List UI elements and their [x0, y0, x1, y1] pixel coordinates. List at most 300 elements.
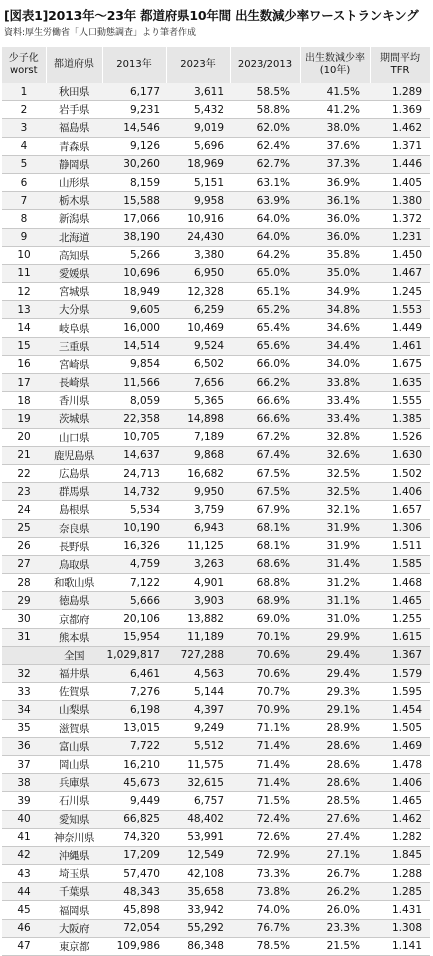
rank-cell: 6 — [2, 173, 46, 191]
births-2013-cell: 17,066 — [102, 210, 166, 228]
ratio-cell: 58.5% — [230, 83, 300, 101]
tfr-cell: 1.595 — [370, 683, 430, 701]
decline-rate-cell: 32.1% — [300, 501, 370, 519]
births-2023-cell: 5,696 — [166, 137, 230, 155]
births-2023-cell: 9,019 — [166, 119, 230, 137]
prefecture-cell: 秋田県 — [46, 83, 102, 101]
tfr-cell: 1.657 — [370, 501, 430, 519]
table-row — [2, 937, 430, 955]
prefecture-cell: 山口県 — [46, 428, 102, 446]
prefecture-cell: 香川県 — [46, 392, 102, 410]
decline-rate-cell: 27.1% — [300, 846, 370, 864]
births-2013-cell: 72,054 — [102, 919, 166, 937]
births-2023-cell: 14,898 — [166, 410, 230, 428]
births-2023-cell: 9,958 — [166, 192, 230, 210]
tfr-cell: 1.555 — [370, 392, 430, 410]
births-2023-cell: 4,397 — [166, 701, 230, 719]
rank-cell: 15 — [2, 337, 46, 355]
prefecture-cell: 青森県 — [46, 137, 102, 155]
tfr-cell: 1.502 — [370, 464, 430, 482]
ratio-cell: 71.1% — [230, 719, 300, 737]
rank-cell: 8 — [2, 210, 46, 228]
prefecture-cell: 長野県 — [46, 537, 102, 555]
rank-cell: 31 — [2, 628, 46, 646]
births-2013-cell: 13,015 — [102, 719, 166, 737]
rank-cell: 27 — [2, 555, 46, 573]
rank-cell: 1 — [2, 83, 46, 101]
births-2023-cell: 48,402 — [166, 810, 230, 828]
tfr-cell: 1.371 — [370, 137, 430, 155]
table-row-national — [2, 646, 430, 664]
births-2013-cell: 16,326 — [102, 537, 166, 555]
births-2013-cell: 57,470 — [102, 865, 166, 883]
prefecture-cell: 茨城県 — [46, 410, 102, 428]
rank-cell: 16 — [2, 355, 46, 373]
decline-rate-cell: 37.3% — [300, 155, 370, 173]
tfr-cell: 1.367 — [370, 646, 430, 664]
births-2023-cell: 7,656 — [166, 374, 230, 392]
births-2023-cell: 3,380 — [166, 246, 230, 264]
ratio-cell: 70.9% — [230, 701, 300, 719]
births-2013-cell: 74,320 — [102, 828, 166, 846]
decline-rate-cell: 35.8% — [300, 246, 370, 264]
decline-rate-cell: 31.2% — [300, 574, 370, 592]
births-2013-cell: 30,260 — [102, 155, 166, 173]
decline-rate-cell: 31.1% — [300, 592, 370, 610]
table-row — [2, 101, 430, 119]
table-row — [2, 337, 430, 355]
decline-rate-cell: 32.6% — [300, 446, 370, 464]
births-2013-cell: 4,759 — [102, 555, 166, 573]
births-2013-cell: 15,954 — [102, 628, 166, 646]
decline-rate-cell: 35.0% — [300, 264, 370, 282]
tfr-cell: 1.405 — [370, 173, 430, 191]
prefecture-cell: 鹿児島県 — [46, 446, 102, 464]
tfr-cell: 1.380 — [370, 192, 430, 210]
table-row — [2, 319, 430, 337]
rank-cell: 39 — [2, 792, 46, 810]
ratio-cell: 72.9% — [230, 846, 300, 864]
prefecture-cell: 山形県 — [46, 173, 102, 191]
tfr-cell: 1.369 — [370, 101, 430, 119]
decline-rate-cell: 36.0% — [300, 228, 370, 246]
ratio-cell: 67.2% — [230, 428, 300, 446]
rank-cell: 26 — [2, 537, 46, 555]
header-prefecture: 都道府県 — [46, 47, 102, 83]
table-row — [2, 155, 430, 173]
ratio-cell: 71.4% — [230, 737, 300, 755]
births-2013-cell: 9,231 — [102, 101, 166, 119]
decline-rate-cell: 33.4% — [300, 410, 370, 428]
rank-cell: 32 — [2, 665, 46, 683]
births-2013-cell: 14,514 — [102, 337, 166, 355]
tfr-cell: 1.288 — [370, 865, 430, 883]
births-2023-cell: 727,288 — [166, 646, 230, 664]
births-2023-cell: 9,950 — [166, 483, 230, 501]
tfr-cell: 1.285 — [370, 883, 430, 901]
births-2013-cell: 9,854 — [102, 355, 166, 373]
decline-rate-cell: 28.5% — [300, 792, 370, 810]
births-2013-cell: 38,190 — [102, 228, 166, 246]
rank-cell: 18 — [2, 392, 46, 410]
tfr-cell: 1.406 — [370, 483, 430, 501]
prefecture-cell: 高知県 — [46, 246, 102, 264]
ratio-cell: 68.1% — [230, 519, 300, 537]
decline-rate-cell: 36.1% — [300, 192, 370, 210]
decline-rate-cell: 26.2% — [300, 883, 370, 901]
births-2023-cell: 42,108 — [166, 865, 230, 883]
prefecture-cell: 岡山県 — [46, 755, 102, 773]
decline-rate-cell: 31.4% — [300, 555, 370, 573]
rank-cell: 36 — [2, 737, 46, 755]
births-2013-cell: 8,059 — [102, 392, 166, 410]
prefecture-cell: 山梨県 — [46, 701, 102, 719]
ratio-cell: 67.5% — [230, 464, 300, 482]
ratio-cell: 76.7% — [230, 919, 300, 937]
births-2013-cell: 11,566 — [102, 374, 166, 392]
prefecture-cell: 岐阜県 — [46, 319, 102, 337]
table-row — [2, 792, 430, 810]
ratio-cell: 64.2% — [230, 246, 300, 264]
rank-cell: 37 — [2, 755, 46, 773]
births-2013-cell: 5,266 — [102, 246, 166, 264]
table-row — [2, 264, 430, 282]
ratio-cell: 72.4% — [230, 810, 300, 828]
tfr-cell: 1.635 — [370, 374, 430, 392]
decline-rate-cell: 29.1% — [300, 701, 370, 719]
births-2023-cell: 35,658 — [166, 883, 230, 901]
prefecture-cell: 三重県 — [46, 337, 102, 355]
prefecture-cell: 佐賀県 — [46, 683, 102, 701]
prefecture-cell: 滋賀県 — [46, 719, 102, 737]
births-2023-cell: 33,942 — [166, 901, 230, 919]
decline-rate-cell: 29.3% — [300, 683, 370, 701]
prefecture-cell: 大阪府 — [46, 919, 102, 937]
table-row — [2, 755, 430, 773]
rank-cell: 38 — [2, 774, 46, 792]
prefecture-cell: 和歌山県 — [46, 574, 102, 592]
decline-rate-cell: 31.9% — [300, 537, 370, 555]
prefecture-cell: 愛媛県 — [46, 264, 102, 282]
rank-cell: 19 — [2, 410, 46, 428]
births-2013-cell: 24,713 — [102, 464, 166, 482]
table-row — [2, 410, 430, 428]
table-row — [2, 119, 430, 137]
births-2013-cell: 6,198 — [102, 701, 166, 719]
rank-cell: 24 — [2, 501, 46, 519]
table-row — [2, 83, 430, 101]
rank-cell: 29 — [2, 592, 46, 610]
births-2023-cell: 11,125 — [166, 537, 230, 555]
decline-rate-cell: 33.4% — [300, 392, 370, 410]
prefecture-cell: 群馬県 — [46, 483, 102, 501]
tfr-cell: 1.845 — [370, 846, 430, 864]
rank-cell: 14 — [2, 319, 46, 337]
ratio-cell: 62.4% — [230, 137, 300, 155]
ranking-table — [2, 47, 431, 956]
births-2023-cell: 6,943 — [166, 519, 230, 537]
table-row — [2, 610, 430, 628]
prefecture-cell: 静岡県 — [46, 155, 102, 173]
rank-cell: 11 — [2, 264, 46, 282]
prefecture-cell: 愛知県 — [46, 810, 102, 828]
table-header — [2, 47, 430, 83]
births-2013-cell: 9,605 — [102, 301, 166, 319]
decline-rate-cell: 38.0% — [300, 119, 370, 137]
births-2013-cell: 9,126 — [102, 137, 166, 155]
decline-rate-cell: 41.2% — [300, 101, 370, 119]
table-row — [2, 901, 430, 919]
rank-cell: 25 — [2, 519, 46, 537]
tfr-cell: 1.289 — [370, 83, 430, 101]
tfr-cell: 1.446 — [370, 155, 430, 173]
decline-rate-cell: 28.6% — [300, 774, 370, 792]
table-row — [2, 701, 430, 719]
rank-cell: 13 — [2, 301, 46, 319]
decline-rate-cell: 29.4% — [300, 646, 370, 664]
header-rank: 少子化 worst — [2, 47, 46, 83]
births-2013-cell: 14,732 — [102, 483, 166, 501]
tfr-cell: 1.511 — [370, 537, 430, 555]
prefecture-cell: 徳島県 — [46, 592, 102, 610]
prefecture-cell: 北海道 — [46, 228, 102, 246]
decline-rate-cell: 28.6% — [300, 755, 370, 773]
births-2023-cell: 18,969 — [166, 155, 230, 173]
table-row — [2, 537, 430, 555]
births-2023-cell: 10,916 — [166, 210, 230, 228]
births-2013-cell: 10,190 — [102, 519, 166, 537]
ratio-cell: 70.6% — [230, 646, 300, 664]
ratio-cell: 64.0% — [230, 228, 300, 246]
births-2013-cell: 45,673 — [102, 774, 166, 792]
ratio-cell: 73.3% — [230, 865, 300, 883]
ratio-cell: 68.6% — [230, 555, 300, 573]
births-2023-cell: 11,575 — [166, 755, 230, 773]
rank-cell: 4 — [2, 137, 46, 155]
births-2023-cell: 6,502 — [166, 355, 230, 373]
tfr-cell: 1.469 — [370, 737, 430, 755]
births-2013-cell: 17,209 — [102, 846, 166, 864]
prefecture-cell: 栃木県 — [46, 192, 102, 210]
prefecture-cell: 宮崎県 — [46, 355, 102, 373]
tfr-cell: 1.141 — [370, 937, 430, 955]
tfr-cell: 1.450 — [370, 246, 430, 264]
table-row — [2, 501, 430, 519]
table-row — [2, 192, 430, 210]
prefecture-cell: 島根県 — [46, 501, 102, 519]
births-2023-cell: 13,882 — [166, 610, 230, 628]
births-2023-cell: 9,249 — [166, 719, 230, 737]
prefecture-cell: 福井県 — [46, 665, 102, 683]
ratio-cell: 68.8% — [230, 574, 300, 592]
prefecture-cell: 富山県 — [46, 737, 102, 755]
tfr-cell: 1.615 — [370, 628, 430, 646]
rank-cell: 28 — [2, 574, 46, 592]
ratio-cell: 62.7% — [230, 155, 300, 173]
births-2013-cell: 16,000 — [102, 319, 166, 337]
rank-cell: 44 — [2, 883, 46, 901]
births-2013-cell: 10,705 — [102, 428, 166, 446]
births-2023-cell: 4,563 — [166, 665, 230, 683]
table-row — [2, 483, 430, 501]
births-2013-cell: 109,986 — [102, 937, 166, 955]
decline-rate-cell: 34.9% — [300, 283, 370, 301]
prefecture-cell: 神奈川県 — [46, 828, 102, 846]
tfr-cell: 1.449 — [370, 319, 430, 337]
births-2023-cell: 32,615 — [166, 774, 230, 792]
ratio-cell: 68.9% — [230, 592, 300, 610]
table-title: [図表1]2013年〜23年 都道府県10年間 出生数減少率ワーストランキング — [4, 8, 419, 23]
prefecture-cell: 京都府 — [46, 610, 102, 628]
rank-cell: 40 — [2, 810, 46, 828]
table-row — [2, 301, 430, 319]
decline-rate-cell: 27.6% — [300, 810, 370, 828]
source-note: 資料:厚生労働省「人口動態調査」より筆者作成 — [4, 28, 197, 38]
tfr-cell: 1.553 — [370, 301, 430, 319]
table-row — [2, 464, 430, 482]
tfr-cell: 1.630 — [370, 446, 430, 464]
rank-cell: 34 — [2, 701, 46, 719]
births-2023-cell: 86,348 — [166, 937, 230, 955]
births-2013-cell: 10,696 — [102, 264, 166, 282]
header-ratio: 2023/2013 — [230, 47, 300, 83]
ratio-cell: 70.7% — [230, 683, 300, 701]
prefecture-cell: 新潟県 — [46, 210, 102, 228]
table-row — [2, 210, 430, 228]
tfr-cell: 1.462 — [370, 119, 430, 137]
births-2013-cell: 14,546 — [102, 119, 166, 137]
table-row — [2, 246, 430, 264]
births-2023-cell: 12,328 — [166, 283, 230, 301]
births-2023-cell: 3,611 — [166, 83, 230, 101]
tfr-cell: 1.467 — [370, 264, 430, 282]
rank-cell: 20 — [2, 428, 46, 446]
prefecture-cell: 鳥取県 — [46, 555, 102, 573]
rank-cell: 33 — [2, 683, 46, 701]
ratio-cell: 65.1% — [230, 283, 300, 301]
births-2013-cell: 48,343 — [102, 883, 166, 901]
births-2023-cell: 4,901 — [166, 574, 230, 592]
decline-rate-cell: 33.8% — [300, 374, 370, 392]
table-row — [2, 628, 430, 646]
births-2013-cell: 5,534 — [102, 501, 166, 519]
prefecture-cell: 福島県 — [46, 119, 102, 137]
births-2013-cell: 18,949 — [102, 283, 166, 301]
births-2013-cell: 9,449 — [102, 792, 166, 810]
table-row — [2, 555, 430, 573]
prefecture-cell: 広島県 — [46, 464, 102, 482]
tfr-cell: 1.465 — [370, 592, 430, 610]
prefecture-cell: 東京都 — [46, 937, 102, 955]
decline-rate-cell: 34.6% — [300, 319, 370, 337]
tfr-cell: 1.255 — [370, 610, 430, 628]
tfr-cell: 1.461 — [370, 337, 430, 355]
rank-cell — [2, 646, 46, 664]
rank-cell: 12 — [2, 283, 46, 301]
tfr-cell: 1.245 — [370, 283, 430, 301]
table-row — [2, 737, 430, 755]
tfr-cell: 1.308 — [370, 919, 430, 937]
births-2023-cell: 55,292 — [166, 919, 230, 937]
table-row — [2, 392, 430, 410]
table-row — [2, 173, 430, 191]
prefecture-cell: 長崎県 — [46, 374, 102, 392]
decline-rate-cell: 28.9% — [300, 719, 370, 737]
tfr-cell: 1.231 — [370, 228, 430, 246]
births-2013-cell: 66,825 — [102, 810, 166, 828]
rank-cell: 3 — [2, 119, 46, 137]
births-2013-cell: 6,177 — [102, 83, 166, 101]
births-2023-cell: 24,430 — [166, 228, 230, 246]
decline-rate-cell: 26.7% — [300, 865, 370, 883]
births-2023-cell: 3,759 — [166, 501, 230, 519]
births-2023-cell: 5,144 — [166, 683, 230, 701]
tfr-cell: 1.675 — [370, 355, 430, 373]
decline-rate-cell: 36.9% — [300, 173, 370, 191]
table-row — [2, 574, 430, 592]
births-2013-cell: 6,461 — [102, 665, 166, 683]
births-2023-cell: 5,512 — [166, 737, 230, 755]
decline-rate-cell: 32.8% — [300, 428, 370, 446]
ratio-cell: 73.8% — [230, 883, 300, 901]
decline-rate-cell: 41.5% — [300, 83, 370, 101]
ratio-cell: 66.2% — [230, 374, 300, 392]
table-row — [2, 865, 430, 883]
tfr-cell: 1.468 — [370, 574, 430, 592]
rank-cell: 10 — [2, 246, 46, 264]
table-row — [2, 428, 430, 446]
table-row — [2, 374, 430, 392]
tfr-cell: 1.579 — [370, 665, 430, 683]
rank-cell: 30 — [2, 610, 46, 628]
births-2023-cell: 3,903 — [166, 592, 230, 610]
births-2013-cell: 22,358 — [102, 410, 166, 428]
ratio-cell: 63.9% — [230, 192, 300, 210]
births-2023-cell: 10,469 — [166, 319, 230, 337]
births-2023-cell: 5,432 — [166, 101, 230, 119]
ratio-cell: 64.0% — [230, 210, 300, 228]
births-2023-cell: 12,549 — [166, 846, 230, 864]
ratio-cell: 71.5% — [230, 792, 300, 810]
table-row — [2, 683, 430, 701]
ratio-cell: 65.0% — [230, 264, 300, 282]
tfr-cell: 1.465 — [370, 792, 430, 810]
tfr-cell: 1.478 — [370, 755, 430, 773]
ratio-cell: 74.0% — [230, 901, 300, 919]
decline-rate-cell: 36.0% — [300, 210, 370, 228]
prefecture-cell: 宮城県 — [46, 283, 102, 301]
table-row — [2, 919, 430, 937]
table-row — [2, 137, 430, 155]
ratio-cell: 68.1% — [230, 537, 300, 555]
table-row — [2, 446, 430, 464]
decline-rate-cell: 26.0% — [300, 901, 370, 919]
ratio-cell: 78.5% — [230, 937, 300, 955]
births-2013-cell: 16,210 — [102, 755, 166, 773]
prefecture-cell: 兵庫県 — [46, 774, 102, 792]
prefecture-cell: 奈良県 — [46, 519, 102, 537]
prefecture-cell: 千葉県 — [46, 883, 102, 901]
births-2013-cell: 20,106 — [102, 610, 166, 628]
decline-rate-cell: 27.4% — [300, 828, 370, 846]
births-2013-cell: 5,666 — [102, 592, 166, 610]
births-2023-cell: 9,868 — [166, 446, 230, 464]
tfr-cell: 1.385 — [370, 410, 430, 428]
births-2023-cell: 6,259 — [166, 301, 230, 319]
births-2023-cell: 16,682 — [166, 464, 230, 482]
births-2013-cell: 1,029,817 — [102, 646, 166, 664]
prefecture-cell: 大分県 — [46, 301, 102, 319]
